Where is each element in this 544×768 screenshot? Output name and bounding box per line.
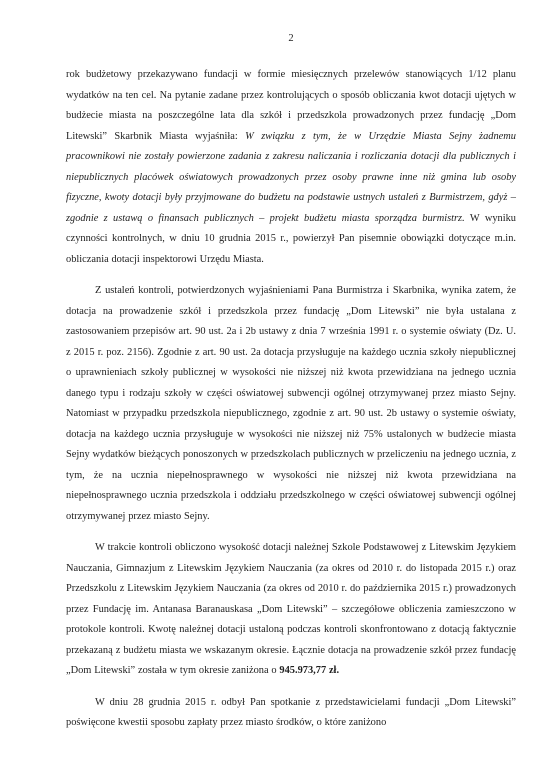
paragraph-1-quote: W związku z tym, że w Urzędzie Miasta Sejny żadnemu pracownikowi nie zostały powierzone zadania z zakresu naliczania i rozliczania dotacji dla publicznych i niepublicznych placówek oświatowych prowadzonych przez osoby prawne inne niż gmina lub osoby fizyczne, kwoty dotacji były przyjmowane do budżetu na podstawie ustnych ustaleń z Burmistrzem, gdyż – zgodnie z ustawą o finansach publicznych – projekt budżetu miasta sporządza burmistrz. [66, 130, 516, 224]
page-number: 2 [288, 33, 294, 44]
paragraph-2: Z ustaleń kontroli, potwierdzonych wyjaśnieniami Pana Burmistrza i Skarbnika, wynika zatem, że dotacja na prowadzenie szkół i przedszkola przez fundację „Dom Litewski” nie była ustalana z zastosowaniem przepisów art. 90 ust. 2a i 2b ustawy z dnia 7 września 1991 r. o systemie oświaty (Dz. U. z 2015 r. poz. 2156). Zgodnie z art. 90 ust. 2a dotacja przysługuje na każdego ucznia szkoły niepublicznej o uprawnieniach szkoły publicznej w wysokości nie niższej niż kwota przewidziana na jednego ucznia danego typu i rodzaju szkoły w części oświatowej subwencji ogólnej otrzymywanej przez miasto Sejny. Natomiast w przypadku przedszkola niepublicznego, zgodnie z art. 90 ust. 2b ustawy o systemie oświaty, dotacja na każdego ucznia przysługuje w wysokości nie niższej niż 75% ustalonych w budżecie miasta Sejny wydatków bieżących ponoszonych w przedszkolach publicznych w przeliczeniu na jednego ucznia, z tym, że na ucznia niepełnosprawnego w wysokości nie niższej niż kwota przewidziana na niepełnosprawnego ucznia przedszkola i oddziału przedszkolnego w części oświatowej subwencji ogólnej otrzymywanej przez miasto Sejny. [66, 285, 516, 522]
paragraph-3 [66, 538, 516, 682]
paragraph-1-text-end: W wyniku czynności kontrolnych, w dniu 10 grudnia 2015 r., powierzył Pan pisemnie obowiązki dotyczące m.in. obliczania dotacji inspektorowi Urzędu Miasta. [66, 212, 516, 265]
paragraph-1-text: rok budżetowy przekazywano fundacji w formie miesięcznych przelewów stanowiących 1/12 planu wydatków na ten cel. Na pytanie zadane przez kontrolujących o sposób obliczania kwot dotacji ujętych w budżecie miasta na poszczególne lata dla szkół i przedszkola prowadzonych przez fundację „Dom Litewski” Skarbnik Miasta wyjaśniła: [66, 69, 516, 142]
paragraph-3-amount: 945.973,77 zł. [279, 665, 340, 676]
paragraph-4: W dniu 28 grudnia 2015 r. odbył Pan spotkanie z przedstawicielami fundacji „Dom Litewski” poświęcone kwestii sposobu zapłaty przez miasto środków, o które zaniżono [66, 696, 516, 728]
paragraph-1 [66, 65, 516, 270]
paragraph-3-text: W trakcie kontroli obliczono wysokość dotacji należnej Szkole Podstawowej z Litewskim Językiem Nauczania, Gimnazjum z Litewskim Językiem Nauczania (za okres od 2010 r. do listopada 2015 r.) oraz Przedszkolu z Litewskim Językiem Nauczania (za okres od 2010 r. do października 2015 r.) prowadzonych przez Fundację im. Antanasa Baranauskasa „Dom Litewski” – szczegółowe obliczenia zamieszczono w protokole kontroli. Kwotę należnej dotacji ustaloną podczas kontroli skonfrontowano z dotacją faktycznie przekazaną z budżetu miasta we wskazanym okresie. Łącznie dotacja na prowadzenie szkół przez fundację „Dom Litewski” została w tym okresie zaniżona o [66, 542, 516, 676]
